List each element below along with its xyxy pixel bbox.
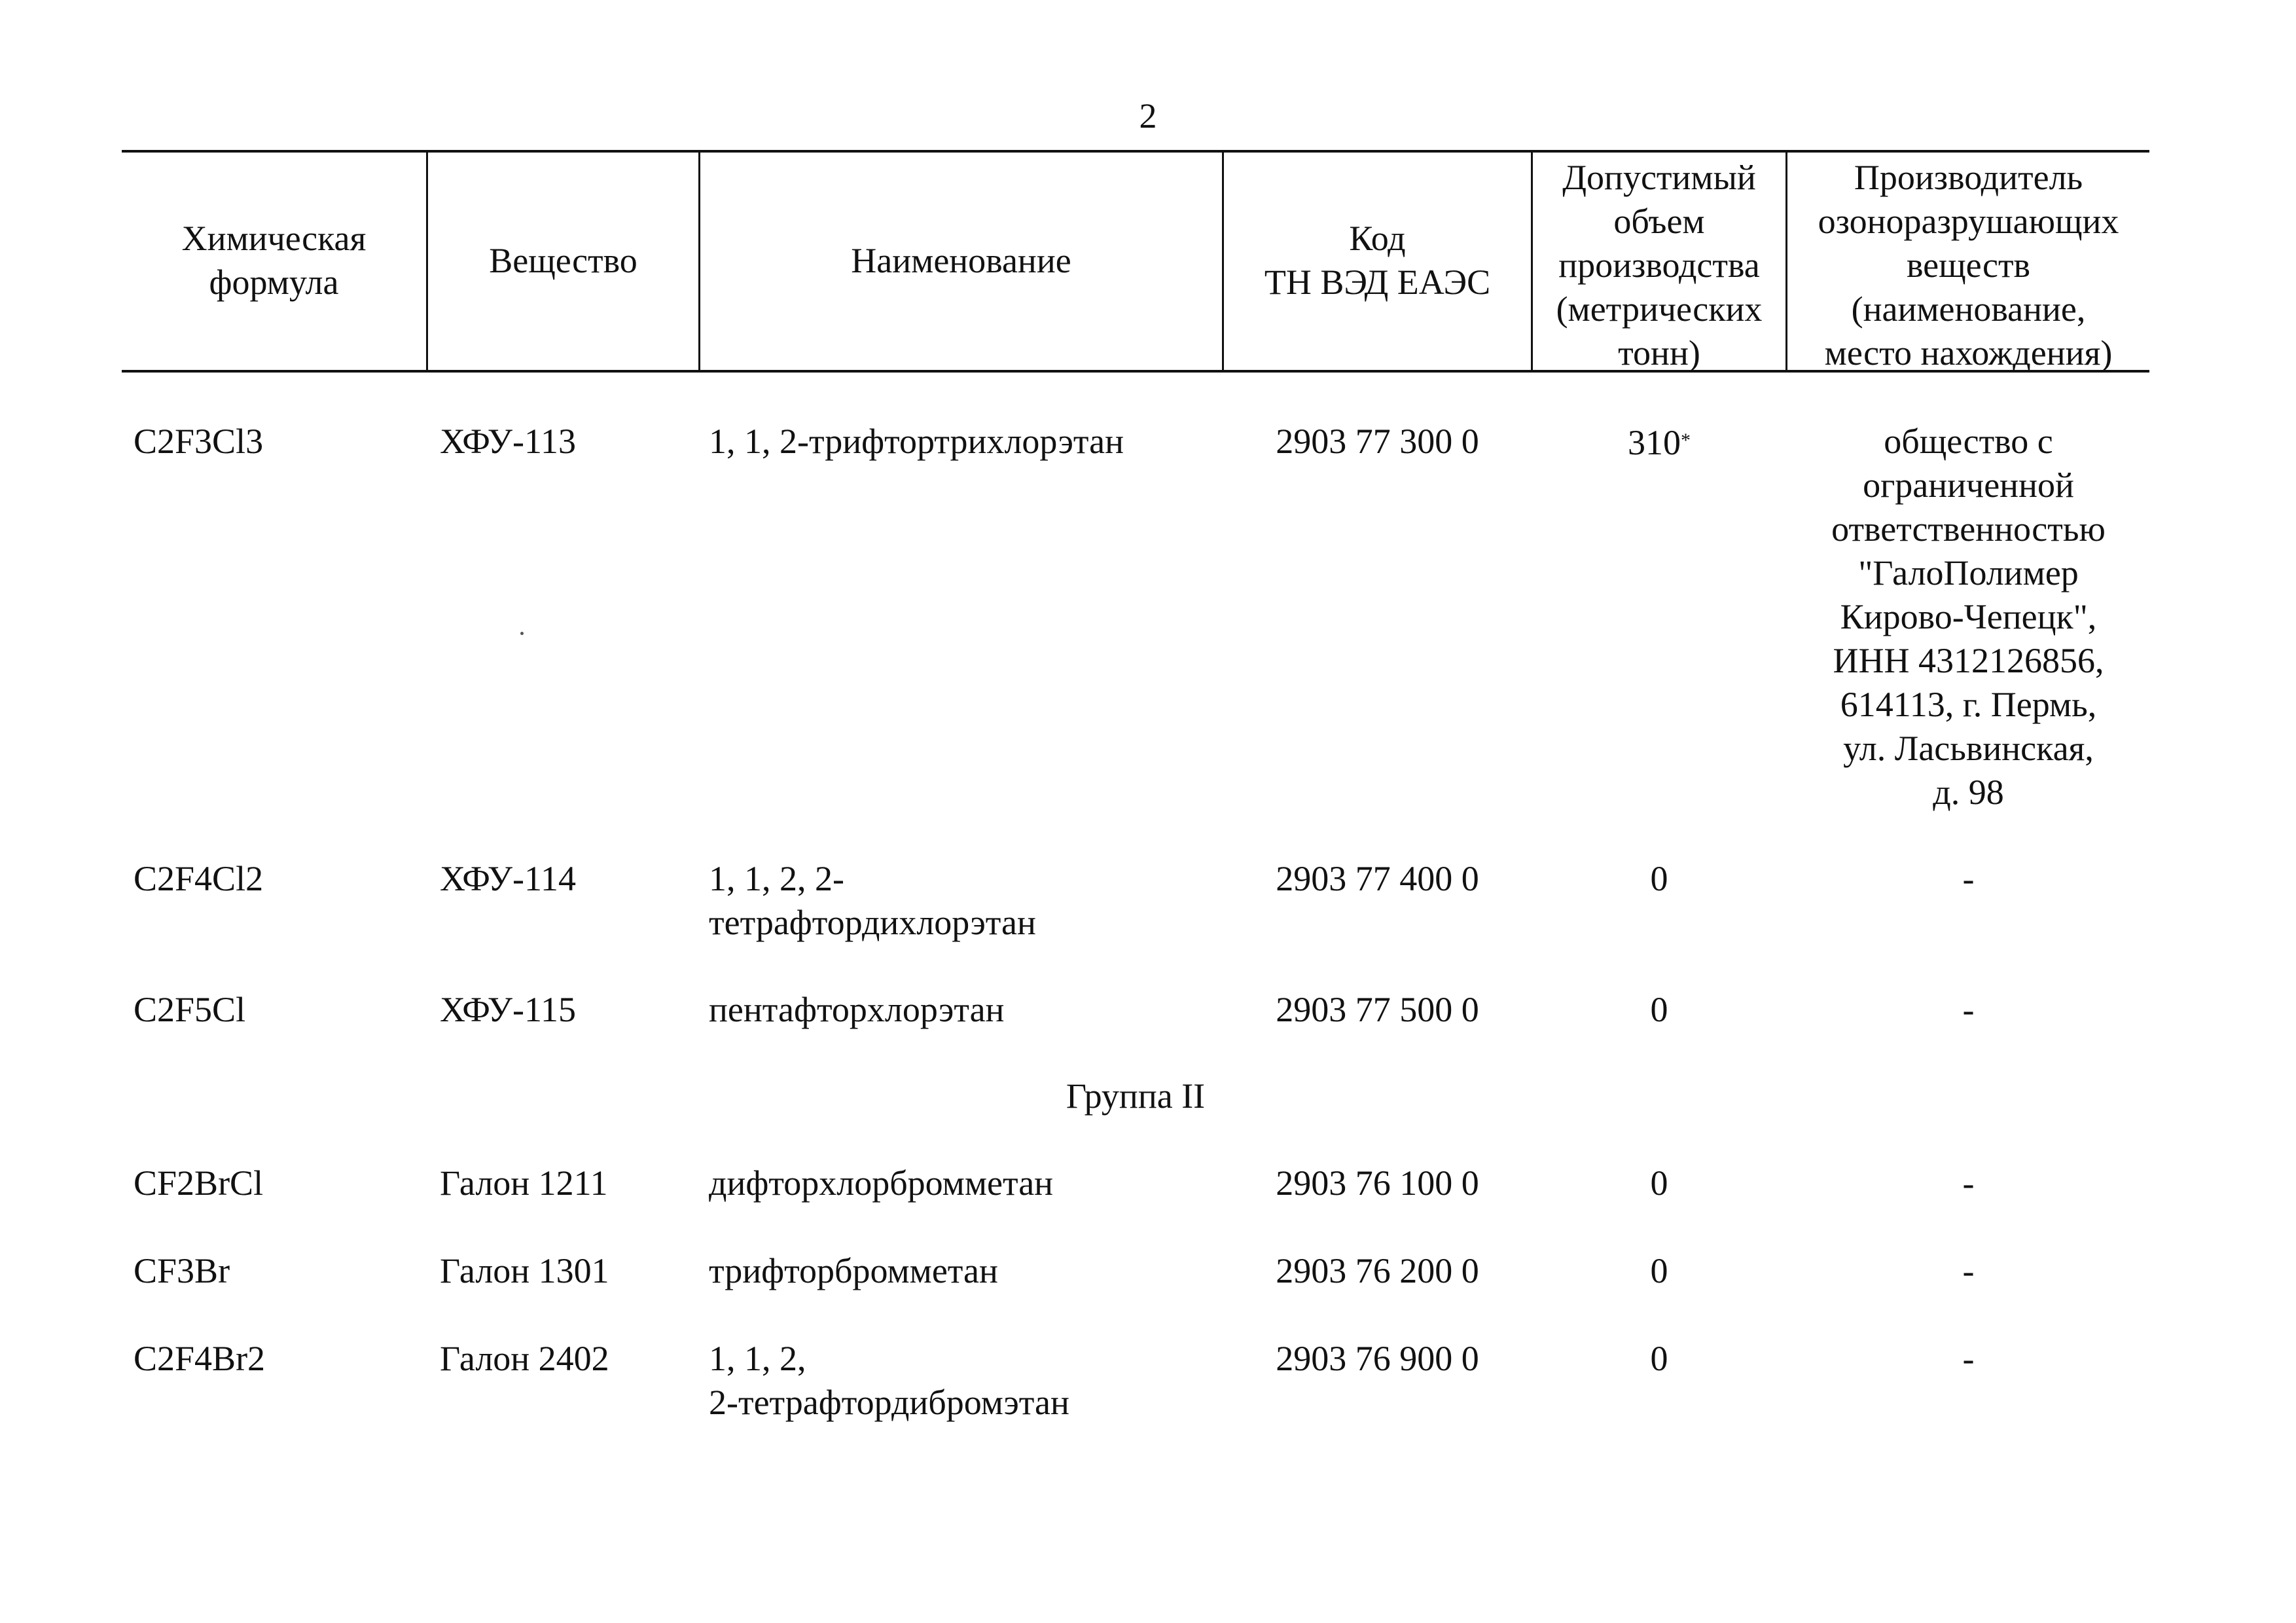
table-row-2-name: 1, 1, 2, 2- тетрафтордихлорэтан <box>709 859 1036 942</box>
table-row-5-volume: 0 <box>1650 1251 1668 1290</box>
table-row-1-name: 1, 1, 2-трифтортрихлорэтан <box>709 422 1124 461</box>
table-row-5-code: 2903 76 200 0 <box>1276 1251 1479 1290</box>
header-name: Наименование <box>851 241 1071 280</box>
header-producer: Производитель озоноразрушающих веществ (наименование, место нахождения) <box>1818 158 2119 373</box>
table-row-5-name: трифторбромметан <box>709 1251 998 1290</box>
table-row-1-code: 2903 77 300 0 <box>1276 422 1479 461</box>
table-row-2-formula: C2F4Cl2 <box>134 859 264 898</box>
header-code: Код ТН ВЭД ЕАЭС <box>1264 219 1491 302</box>
table-row-5-producer: - <box>1962 1251 1975 1290</box>
table-row-4-producer: - <box>1962 1163 1975 1203</box>
volume-value: 310 <box>1628 423 1681 462</box>
table-row-6-name: 1, 1, 2, 2-тетрафтордибромэтан <box>709 1339 1069 1422</box>
table-row-5-formula: CF3Br <box>134 1251 230 1290</box>
table-row-6-volume: 0 <box>1650 1339 1668 1378</box>
page-number: 2 <box>1139 96 1157 136</box>
table-row-3-producer: - <box>1962 990 1975 1029</box>
table-row-6-code: 2903 76 900 0 <box>1276 1339 1479 1378</box>
table-row-6-substance: Галон 2402 <box>440 1339 609 1378</box>
table-row-2-producer: - <box>1962 859 1975 898</box>
table-row-4-name: дифторхлорбромметан <box>709 1163 1054 1203</box>
table-row-3-name: пентафторхлорэтан <box>709 990 1005 1029</box>
table-row-3-substance: ХФУ-115 <box>440 990 577 1029</box>
stray-mark <box>520 632 524 635</box>
table-row-4-formula: CF2BrCl <box>134 1163 264 1203</box>
table-row-4-code: 2903 76 100 0 <box>1276 1163 1479 1203</box>
table-row-2-code: 2903 77 400 0 <box>1276 859 1479 898</box>
table-row-1-volume <box>1533 421 1785 465</box>
table-row-5-substance: Галон 1301 <box>440 1251 609 1290</box>
header-volume: Допустимый объем производства (метрических тонн) <box>1556 158 1763 373</box>
header-substance: Вещество <box>489 241 637 280</box>
table-row-6-formula: C2F4Br2 <box>134 1339 266 1378</box>
table-row-1-substance: ХФУ-113 <box>440 422 577 461</box>
table-row-3-volume: 0 <box>1650 990 1668 1029</box>
table-row-1-producer: общество с ограниченной ответственностью "ГалоПолимер Кирово-Чепецк", ИНН 4312126856, 614113, г. Пермь, ул. Ласьвинская, д. 98 <box>1831 422 2106 812</box>
table-row-2-volume: 0 <box>1650 859 1668 898</box>
header-formula: Химическая формула <box>181 219 367 302</box>
table-row-2-substance: ХФУ-114 <box>440 859 577 898</box>
table-row-1-formula: C2F3Cl3 <box>134 422 264 461</box>
table-row-3-formula: C2F5Cl <box>134 990 246 1029</box>
group-label: Группа II <box>1066 1076 1206 1116</box>
table-row-4-volume: 0 <box>1650 1163 1668 1203</box>
table-row-3-code: 2903 77 500 0 <box>1276 990 1479 1029</box>
table-row-4-substance: Галон 1211 <box>440 1163 608 1203</box>
footnote-asterisk: * <box>1681 429 1691 451</box>
table-row-6-producer: - <box>1962 1339 1975 1378</box>
